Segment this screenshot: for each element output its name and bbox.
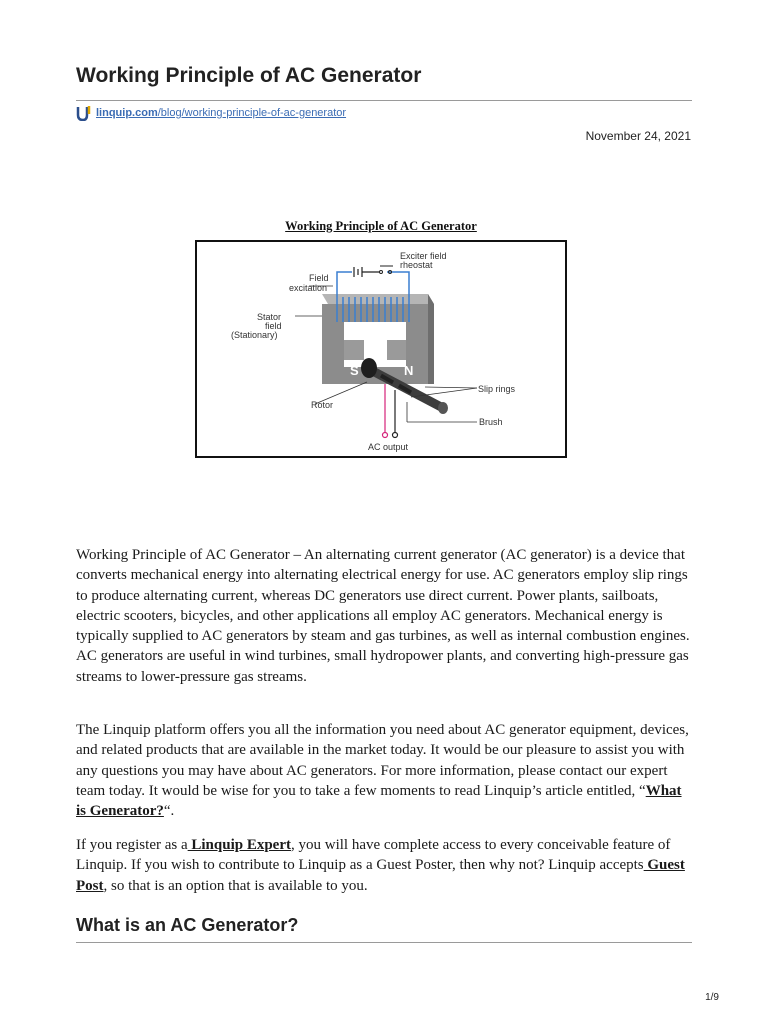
page-title: Working Principle of AC Generator	[76, 64, 422, 87]
output-wires	[383, 384, 398, 438]
source-path[interactable]: /blog/working-principle-of-ac-generator	[157, 107, 347, 119]
rotor-label: Rotor	[311, 400, 334, 410]
guest-post-link[interactable]: Guest Post	[76, 857, 685, 894]
figure-title: Working Principle of AC Generator	[285, 219, 477, 233]
stator-label-2: field	[265, 321, 282, 331]
slip-rings-label: Slip rings	[478, 384, 516, 394]
title-divider	[76, 100, 692, 101]
ac-output-label: AC output	[368, 442, 409, 452]
p3-text-a: If you register as a	[76, 837, 188, 853]
p2-end: “.	[163, 803, 175, 820]
page-number: 1/9	[705, 992, 719, 1003]
brush-label: Brush	[479, 417, 503, 427]
field-label-1: Field	[309, 273, 329, 283]
p2-text: The Linquip platform offers you all the information you need about AC generator equipment, devices, and related products that are available in the market today. It would be our pleasure to assist you with any questions you may have about AC generators. For more information, please contact our expert team today. It would be wise for you to take a few moments to read Linquip’s article entitled, “	[76, 722, 689, 799]
stator-label-1: Stator	[257, 312, 282, 322]
linquip-expert-link[interactable]: Linquip Expert	[187, 837, 291, 853]
section-divider	[76, 942, 692, 943]
linquip-logo-icon	[76, 105, 92, 121]
battery-icon	[354, 267, 380, 277]
p3-text-c: , so that is an option that is available to you.	[103, 877, 368, 894]
south-pole-label: S	[350, 363, 359, 378]
north-pole-label: N	[404, 363, 414, 378]
register-paragraph	[76, 835, 694, 896]
p3-text-b: , you will have complete access to every conceivable feature of Linquip. If you wish to contribute to Linquip as a Guest Poster, then why not? Linquip accepts	[76, 837, 671, 874]
source-domain[interactable]: linquip.com	[96, 107, 158, 119]
field-label-2: excitation	[289, 283, 328, 293]
exciter-label-2: rheostat	[400, 260, 433, 270]
ac-generator-diagram	[195, 240, 567, 458]
linquip-paragraph	[76, 720, 694, 821]
generator-illustration	[197, 242, 565, 456]
intro-paragraph: Working Principle of AC Generator – An alternating current generator (AC generator) is a device that converts mechanical energy into alternating electrical energy for use. AC generators employ slip rings to produce alternating current, whereas DC generators use direct current. Power plants, sailboats, electric scooters, bicycles, and other applications all employ AC generators. Mechanical energy is typically supplied to AC generators by steam and gas turbines, as well as internal combustion engines. AC generators are useful in wind turbines, small hydropower plants, and converting high-pressure gas streams to lower-pressure gas streams.	[76, 547, 690, 685]
stator-label-3: (Stationary)	[231, 330, 278, 340]
publish-date: November 24, 2021	[585, 129, 691, 143]
exciter-label-1: Exciter field	[400, 251, 447, 261]
section-heading: What is an AC Generator?	[76, 915, 299, 935]
source-link[interactable]	[76, 105, 346, 121]
rheostat-icon	[380, 266, 394, 274]
what-is-generator-link[interactable]: What is Generator?	[76, 782, 682, 820]
